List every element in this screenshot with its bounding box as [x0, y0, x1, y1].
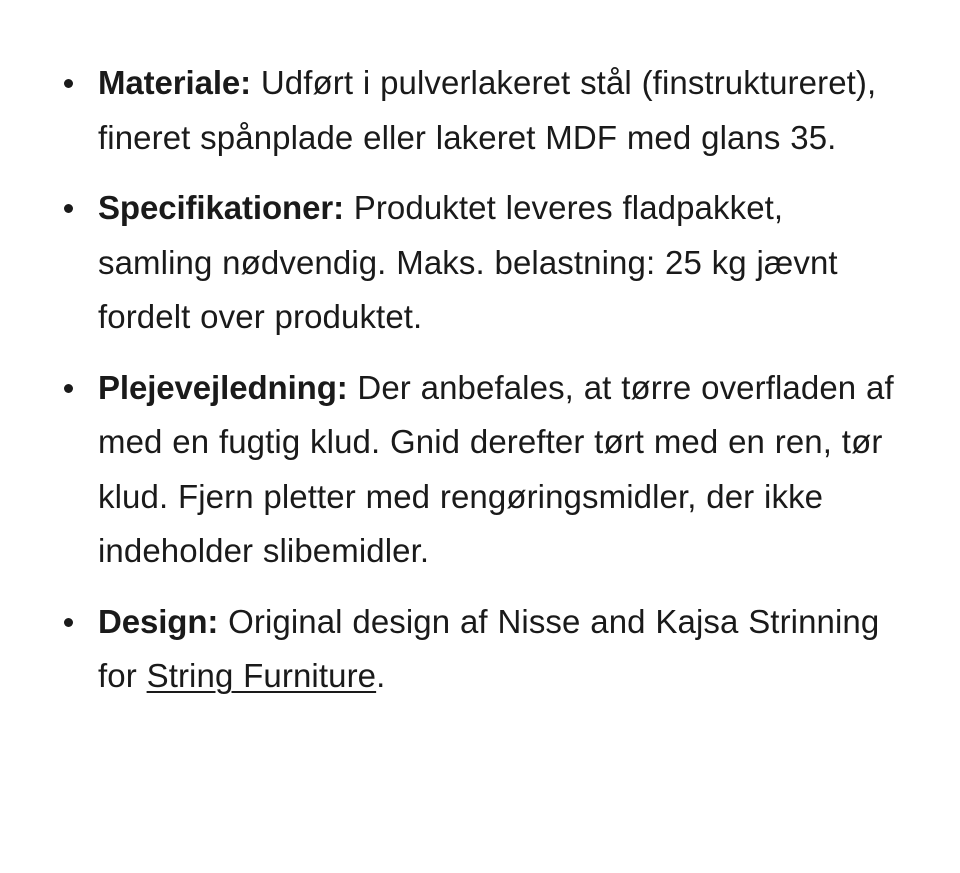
spec-body: Produktet leveres fladpakket, samling nødvendig. Maks. belastning: 25 kg jævnt fordelt over produktet. [98, 189, 838, 335]
spec-body: Der anbefales, at tørre overfladen af med en fugtig klud. Gnid derefter tørt med en ren, tør klud. Fjern pletter med rengøringsmidler, der ikke indeholder slibemidler. [98, 368, 894, 569]
spec-body: Original design af Nisse and Kajsa Strinning for [98, 602, 880, 694]
list-item [56, 181, 896, 345]
spec-label: Design: [98, 602, 219, 640]
bullet-icon [64, 618, 73, 627]
list-item [56, 361, 896, 579]
bullet-icon [64, 79, 73, 88]
spec-label: Specifikationer: [98, 189, 344, 226]
bullet-icon [64, 204, 73, 213]
specification-list [56, 56, 896, 704]
spec-body: Udført i pulverlakeret stål (finstruktureret), fineret spånplade eller lakeret MDF med glans 35. [98, 64, 877, 156]
bullet-icon [64, 384, 73, 393]
string-furniture-link[interactable]: String Furniture [146, 657, 377, 694]
spec-label: Materiale: [98, 64, 252, 101]
list-item [56, 56, 896, 165]
spec-label: Plejevejledning: [98, 368, 348, 406]
list-item [56, 595, 896, 704]
sentence-period: . [376, 657, 386, 694]
